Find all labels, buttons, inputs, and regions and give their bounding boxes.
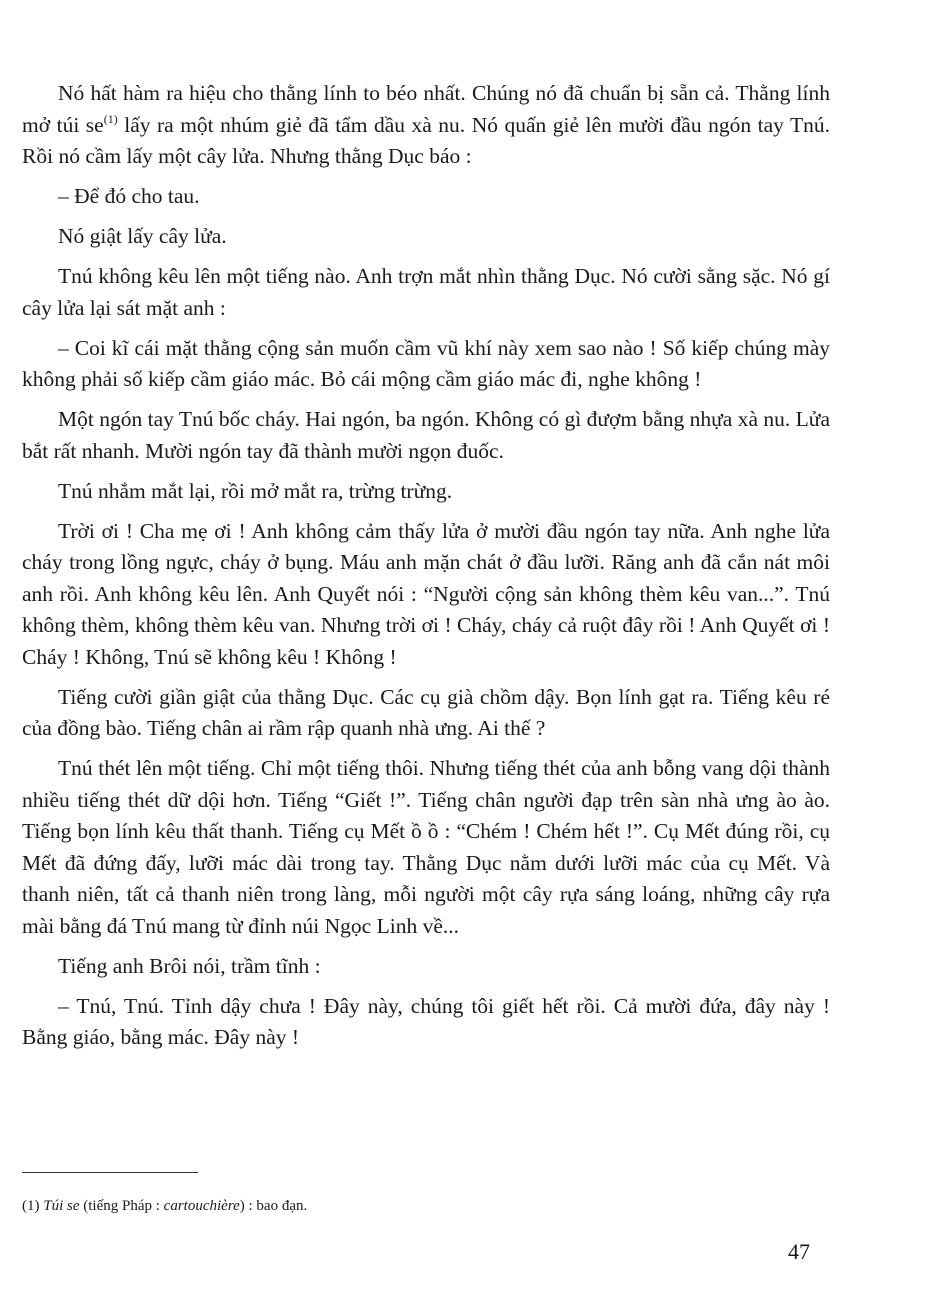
footnote-definition: ) : bao đạn. — [239, 1198, 308, 1214]
paragraph-1-text-a: Nó hất hàm ra hiệu cho thằng lính to béo nhất. Chúng nó đã chuẩn bị sẵn cả. Thằng lính mở túi se — [22, 81, 830, 137]
footnote-open: (tiếng Pháp : — [79, 1198, 164, 1214]
page-number: 47 — [788, 1239, 810, 1264]
paragraph-8: Trời ơi ! Cha mẹ ơi ! Anh không cảm thấy lửa ở mười đầu ngón tay nữa. Anh nghe lửa cháy trong lồng ngực, cháy ở bụng. Máu anh mặn chát ở đầu lưỡi. Răng anh đã cắn nát môi anh rồi. Anh không kêu lên. Anh Quyết nói : “Người cộng sản không thèm kêu van...”. Tnú không thèm, không thèm kêu van. Nhưng trời ơi ! Cháy, cháy cả ruột đây rồi ! Anh Quyết ơi ! Cháy ! Không, Tnú sẽ không kêu ! Không ! — [22, 518, 830, 669]
footnote-divider — [22, 1172, 198, 1173]
footnote — [22, 1196, 822, 1216]
paragraph-1-text-b: lấy ra một nhúm giẻ đã tẩm dầu xà nu. Nó quấn giẻ lên mười đầu ngón tay Tnú. Rồi nó cầm lấy một cây lửa. Nhưng thằng Dục báo : — [22, 112, 830, 168]
paragraph-3: Nó giật lấy cây lửa. — [58, 224, 227, 248]
paragraph-2: – Để đó cho tau. — [58, 184, 200, 208]
footnote-foreign-word: cartouchière — [163, 1198, 240, 1214]
paragraph-9: Tiếng cười giần giật của thằng Dục. Các cụ già chồm dậy. Bọn lính gạt ra. Tiếng kêu ré của đồng bào. Tiếng chân ai rầm rập quanh nhà ưng. Ai thế ? — [22, 684, 830, 740]
paragraph-4: Tnú không kêu lên một tiếng nào. Anh trợn mắt nhìn thằng Dục. Nó cười sằng sặc. Nó gí cây lửa lại sát mặt anh : — [22, 264, 830, 320]
body-text — [22, 78, 830, 1062]
paragraph-11: Tiếng anh Brôi nói, trầm tĩnh : — [58, 953, 321, 978]
footnote-term: Túi se — [43, 1198, 80, 1214]
paragraph-7: Tnú nhắm mắt lại, rồi mở mắt ra, trừng trừng. — [58, 478, 453, 503]
paragraph-1 — [22, 78, 830, 173]
paragraph-10: Tnú thét lên một tiếng. Chỉ một tiếng thôi. Nhưng tiếng thét của anh bỗng vang dội thành nhiều tiếng thét dữ dội hơn. Tiếng “Giết !”. Tiếng chân người đạp trên sàn nhà ưng ào ào. Tiếng bọn lính kêu thất thanh. Tiếng cụ Mết ồ ồ : “Chém ! Chém hết !”. Cụ Mết đúng rồi, cụ Mết đã đứng đấy, lưỡi mác dài trong tay. Thằng Dục nằm dưới lưỡi mác của cụ Mết. Và thanh niên, tất cả thanh niên trong làng, mỗi người một cây rựa sáng loáng, những cây rựa mài bằng đá Tnú mang từ đỉnh núi Ngọc Linh về... — [22, 756, 830, 938]
footnote-marker: (1) — [22, 1198, 44, 1214]
footnote-reference: (1) — [103, 111, 118, 126]
paragraph-12: – Tnú, Tnú. Tỉnh dậy chưa ! Đây này, chúng tôi giết hết rồi. Cả mười đứa, đây này ! Bằng giáo, bằng mác. Đây này ! — [22, 993, 830, 1049]
paragraph-6: Một ngón tay Tnú bốc cháy. Hai ngón, ba ngón. Không có gì đượm bằng nhựa xà nu. Lửa bắt rất nhanh. Mười ngón tay đã thành mười ngọn đuốc. — [22, 407, 830, 463]
paragraph-5: – Coi kĩ cái mặt thằng cộng sản muốn cầm vũ khí này xem sao nào ! Số kiếp chúng mày không phải số kiếp cầm giáo mác. Bỏ cái mộng cầm giáo mác đi, nghe không ! — [22, 335, 830, 391]
